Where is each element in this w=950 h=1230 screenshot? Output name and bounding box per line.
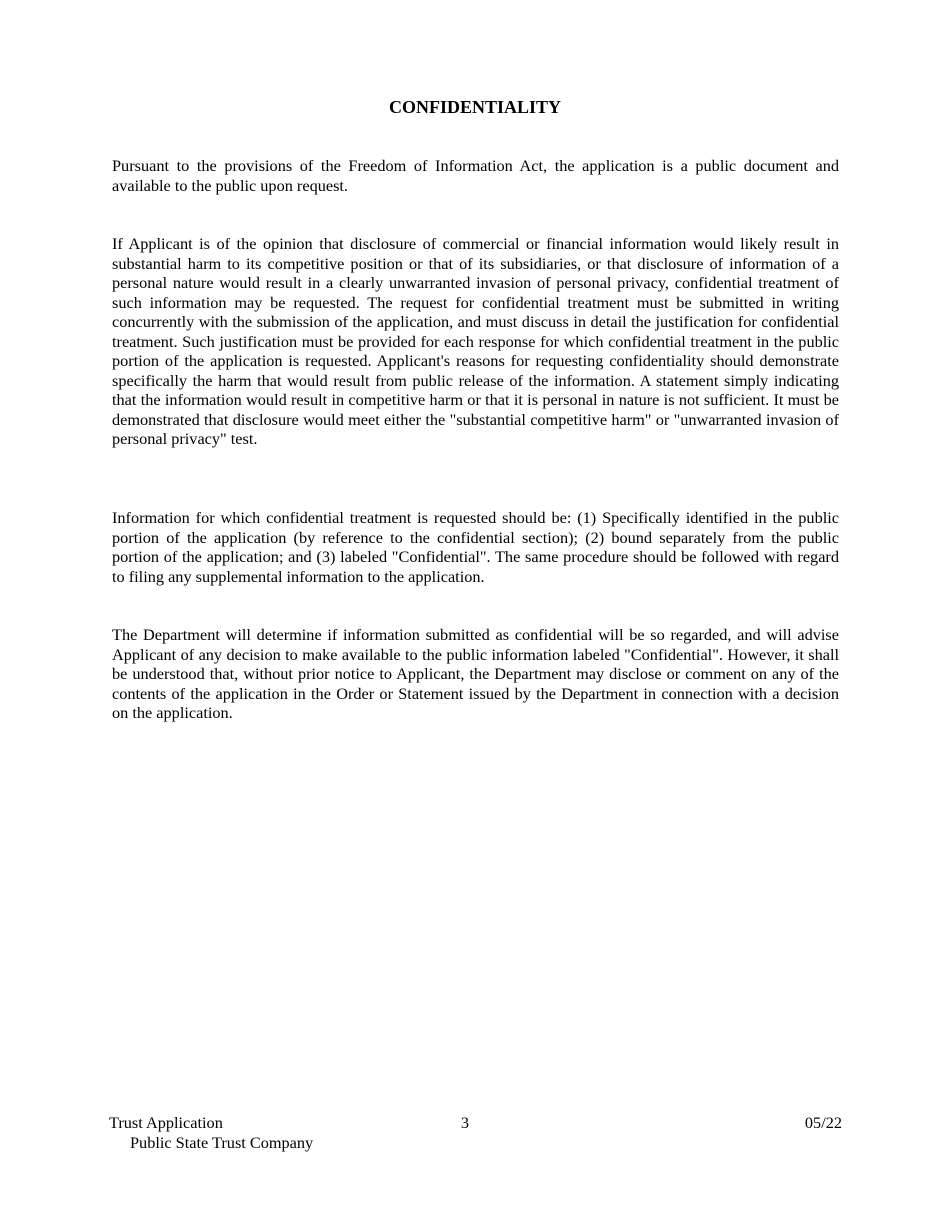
page-title: CONFIDENTIALITY	[388, 97, 562, 117]
paragraph-identification: Information for which confidential treatment is requested should be: (1) Specifically identified in the public portion of the application (by reference to the confidential section); (2) bound separately from the public portion of the application; and (3) labeled "Confidential". The same procedure should be followed with regard to filing any supplemental information to the application.	[112, 508, 839, 586]
footer-page-number: 3	[460, 1113, 470, 1132]
footer-left	[109, 1113, 313, 1152]
footer-company: Public State Trust Company	[130, 1132, 314, 1152]
footer-date: 05/22	[804, 1113, 842, 1132]
paragraph-department-determination: The Department will determine if information submitted as confidential will be so regarded, and will advise Applicant of any decision to make available to the public information labeled "Confidential". However, it shall be understood that, without prior notice to Applicant, the Department may disclose or comment on any of the contents of the application in the Order or Statement issued by the Department in connection with a decision on the application.	[112, 625, 839, 722]
paragraph-foia: Pursuant to the provisions of the Freedom of Information Act, the application is a public document and available to the public upon request.	[112, 156, 839, 195]
paragraph-confidential-request: If Applicant is of the opinion that disclosure of commercial or financial information would likely result in substantial harm to its competitive position or that of its subsidiaries, or that disclosure of information of a personal nature would result in a clearly unwarranted invasion of personal privacy, confidential treatment of such information may be requested. The request for confidential treatment must be submitted in writing concurrently with the submission of the application, and must discuss in detail the justification for confidential treatment. Such justification must be provided for each response for which confidential treatment in the public portion of the application is requested. Applicant's reasons for requesting confidentiality should demonstrate specifically the harm that would result from public release of the information. A statement simply indicating that the information would result in competitive harm or that it is personal in nature is not sufficient. It must be demonstrated that disclosure would meet either the "substantial competitive harm" or "unwarranted invasion of personal privacy" test.	[112, 234, 839, 448]
footer-form-name: Trust Application	[109, 1113, 223, 1132]
